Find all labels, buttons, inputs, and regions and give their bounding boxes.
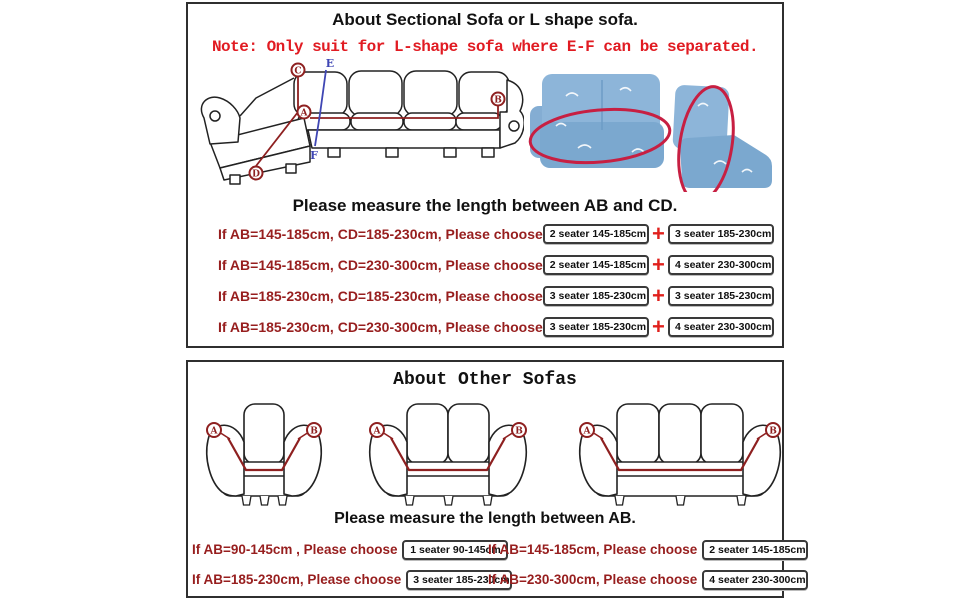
sectional-title: About Sectional Sofa or L shape sofa. xyxy=(332,10,638,29)
label-d: D xyxy=(252,169,260,180)
other-measure-heading: Please measure the length between AB. xyxy=(334,510,636,527)
condition-text: If AB=145-185cm, Please choose xyxy=(488,542,698,557)
label-c: C xyxy=(294,66,302,77)
other-sofas-panel xyxy=(186,360,806,598)
armchair-1seater-diagram xyxy=(202,394,326,508)
plus-icon: + xyxy=(651,313,665,339)
size-rule-cell xyxy=(192,568,510,591)
size-box: 3 seater 185-230cm xyxy=(406,570,512,590)
size-box: 4 seater 230-300cm xyxy=(702,570,808,590)
label-f: F xyxy=(310,149,318,162)
sofa-cover-photo xyxy=(528,60,772,192)
size-box: 2 seater 145-185cm xyxy=(543,224,649,244)
size-rule-row xyxy=(218,315,774,338)
sofa-3seater-diagram xyxy=(575,394,785,508)
size-rule-row xyxy=(218,253,774,276)
size-rule-cell xyxy=(488,568,806,591)
size-rule-row xyxy=(218,222,774,245)
condition-text: If AB=185-230cm, CD=230-300cm, Please choose xyxy=(218,318,543,335)
plus-icon: + xyxy=(651,220,665,246)
size-rule-row xyxy=(218,284,774,307)
sectional-measure-heading: Please measure the length between AB and CD. xyxy=(292,196,678,215)
condition-text: If AB=145-185cm, CD=230-300cm, Please choose xyxy=(218,256,543,273)
label-b: B xyxy=(494,95,502,106)
size-box: 4 seater 230-300cm xyxy=(668,317,774,337)
plus-icon: + xyxy=(651,282,665,308)
condition-text: If AB=90-145cm , Please choose xyxy=(192,542,398,557)
other-title: About Other Sofas xyxy=(393,370,577,390)
size-rule-cell xyxy=(192,538,501,561)
condition-text: If AB=230-300cm, Please choose xyxy=(488,572,698,587)
size-box: 3 seater 185-230cm xyxy=(543,317,649,337)
label-e: E xyxy=(325,57,335,70)
size-rule-cell xyxy=(488,538,806,561)
svg-text:B: B xyxy=(769,426,777,437)
size-box: 3 seater 185-230cm xyxy=(668,224,774,244)
condition-text: If AB=185-230cm, Please choose xyxy=(192,572,402,587)
size-box: 1 seater 90-145cm xyxy=(402,540,508,560)
svg-text:A: A xyxy=(373,426,381,437)
svg-text:B: B xyxy=(310,426,318,437)
condition-text: If AB=185-230cm, CD=185-230cm, Please choose xyxy=(218,287,543,304)
size-box: 4 seater 230-300cm xyxy=(668,255,774,275)
l-sofa-measurement-diagram xyxy=(194,56,524,194)
condition-text: If AB=145-185cm, CD=185-230cm, Please choose xyxy=(218,225,543,242)
sectional-note: Note: Only suit for L-shape sofa where E-F can be separated. xyxy=(211,38,759,56)
plus-icon: + xyxy=(651,251,665,277)
sofa-2seater-diagram xyxy=(365,394,531,508)
svg-text:B: B xyxy=(515,426,523,437)
label-a: A xyxy=(300,108,308,119)
size-box: 3 seater 185-230cm xyxy=(668,286,774,306)
sectional-sofa-panel xyxy=(186,2,784,348)
svg-text:A: A xyxy=(210,426,218,437)
other-size-rules xyxy=(192,538,806,591)
sectional-size-rules xyxy=(218,222,774,346)
svg-text:A: A xyxy=(583,426,591,437)
size-box: 2 seater 145-185cm xyxy=(543,255,649,275)
size-box: 2 seater 145-185cm xyxy=(702,540,808,560)
size-box: 3 seater 185-230cm xyxy=(543,286,649,306)
